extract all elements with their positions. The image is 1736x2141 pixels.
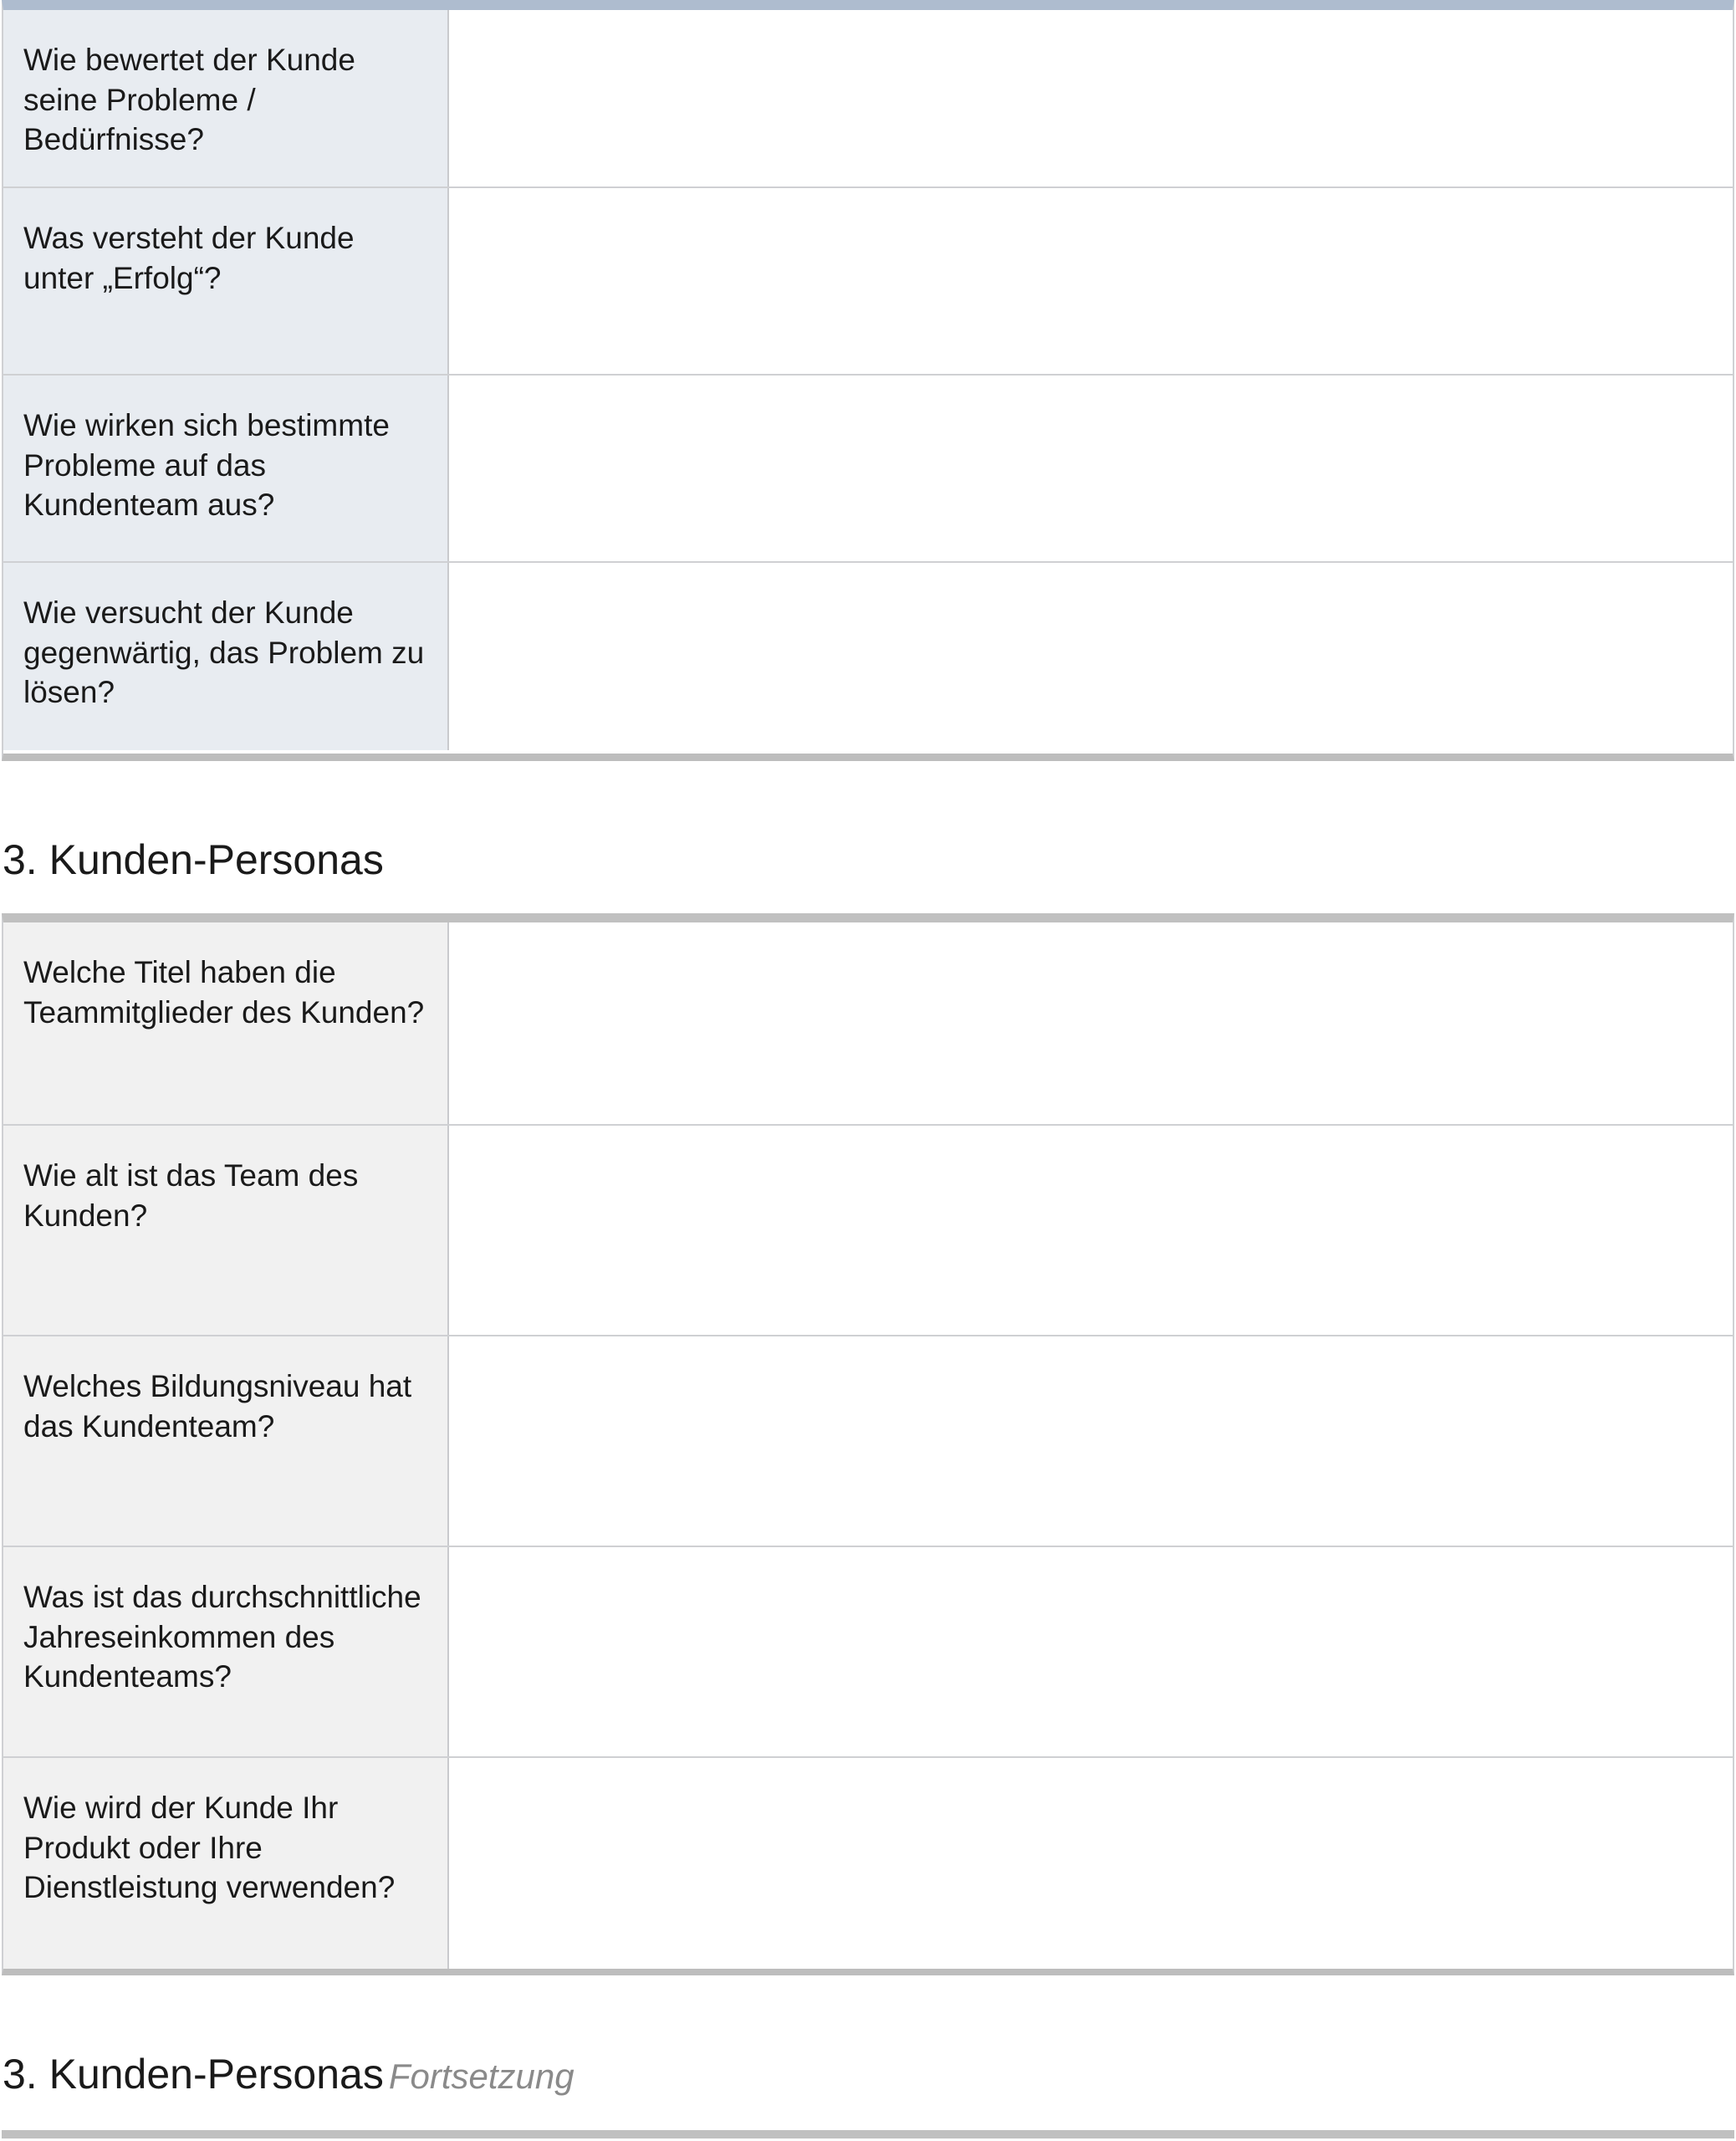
question-label: Wie bewertet der Kunde seine Probleme / Bedürfnisse? — [3, 10, 449, 187]
question-label: Wie wird der Kunde Ihr Produkt oder Ihre Dienstleistung verwenden? — [3, 1758, 449, 1969]
answer-field[interactable] — [449, 1547, 1733, 1756]
question-label: Wie versucht der Kunde gegenwärtig, das Problem zu lösen? — [3, 563, 449, 750]
table-row — [3, 188, 1733, 376]
section-heading-continued — [3, 2049, 574, 2102]
answer-field[interactable] — [449, 188, 1733, 374]
question-label: Wie alt ist das Team des Kunden? — [3, 1126, 449, 1335]
answer-field[interactable] — [449, 1336, 1733, 1546]
question-label: Welche Titel haben die Teammitglieder des Kunden? — [3, 922, 449, 1124]
answer-field[interactable] — [449, 376, 1733, 561]
table-row — [3, 1336, 1733, 1547]
table-row — [3, 376, 1733, 563]
section-title: 3. Kunden-Personas — [3, 836, 384, 883]
continued-label: Fortsetzung — [388, 2057, 574, 2096]
table-row — [3, 10, 1733, 188]
section-heading — [3, 835, 384, 885]
answer-field[interactable] — [449, 922, 1733, 1124]
question-label: Welches Bildungsniveau hat das Kundenteam? — [3, 1336, 449, 1546]
table-row — [3, 1758, 1733, 1969]
needs-table — [2, 0, 1734, 761]
table-row — [3, 1547, 1733, 1758]
table-row — [3, 563, 1733, 750]
question-label: Wie wirken sich bestimmte Probleme auf das Kundenteam aus? — [3, 376, 449, 561]
answer-field[interactable] — [449, 1758, 1733, 1969]
answer-field[interactable] — [449, 563, 1733, 750]
table-top-border — [2, 2130, 1734, 2138]
table-row — [3, 922, 1733, 1126]
question-label: Was ist das durchschnittliche Jahreseinkommen des Kundenteams? — [3, 1547, 449, 1756]
section-title: 3. Kunden-Personas — [3, 2051, 384, 2098]
table-row — [3, 1126, 1733, 1336]
question-label: Was versteht der Kunde unter „Erfolg“? — [3, 188, 449, 374]
answer-field[interactable] — [449, 10, 1733, 187]
personas-table — [2, 913, 1734, 1975]
answer-field[interactable] — [449, 1126, 1733, 1335]
